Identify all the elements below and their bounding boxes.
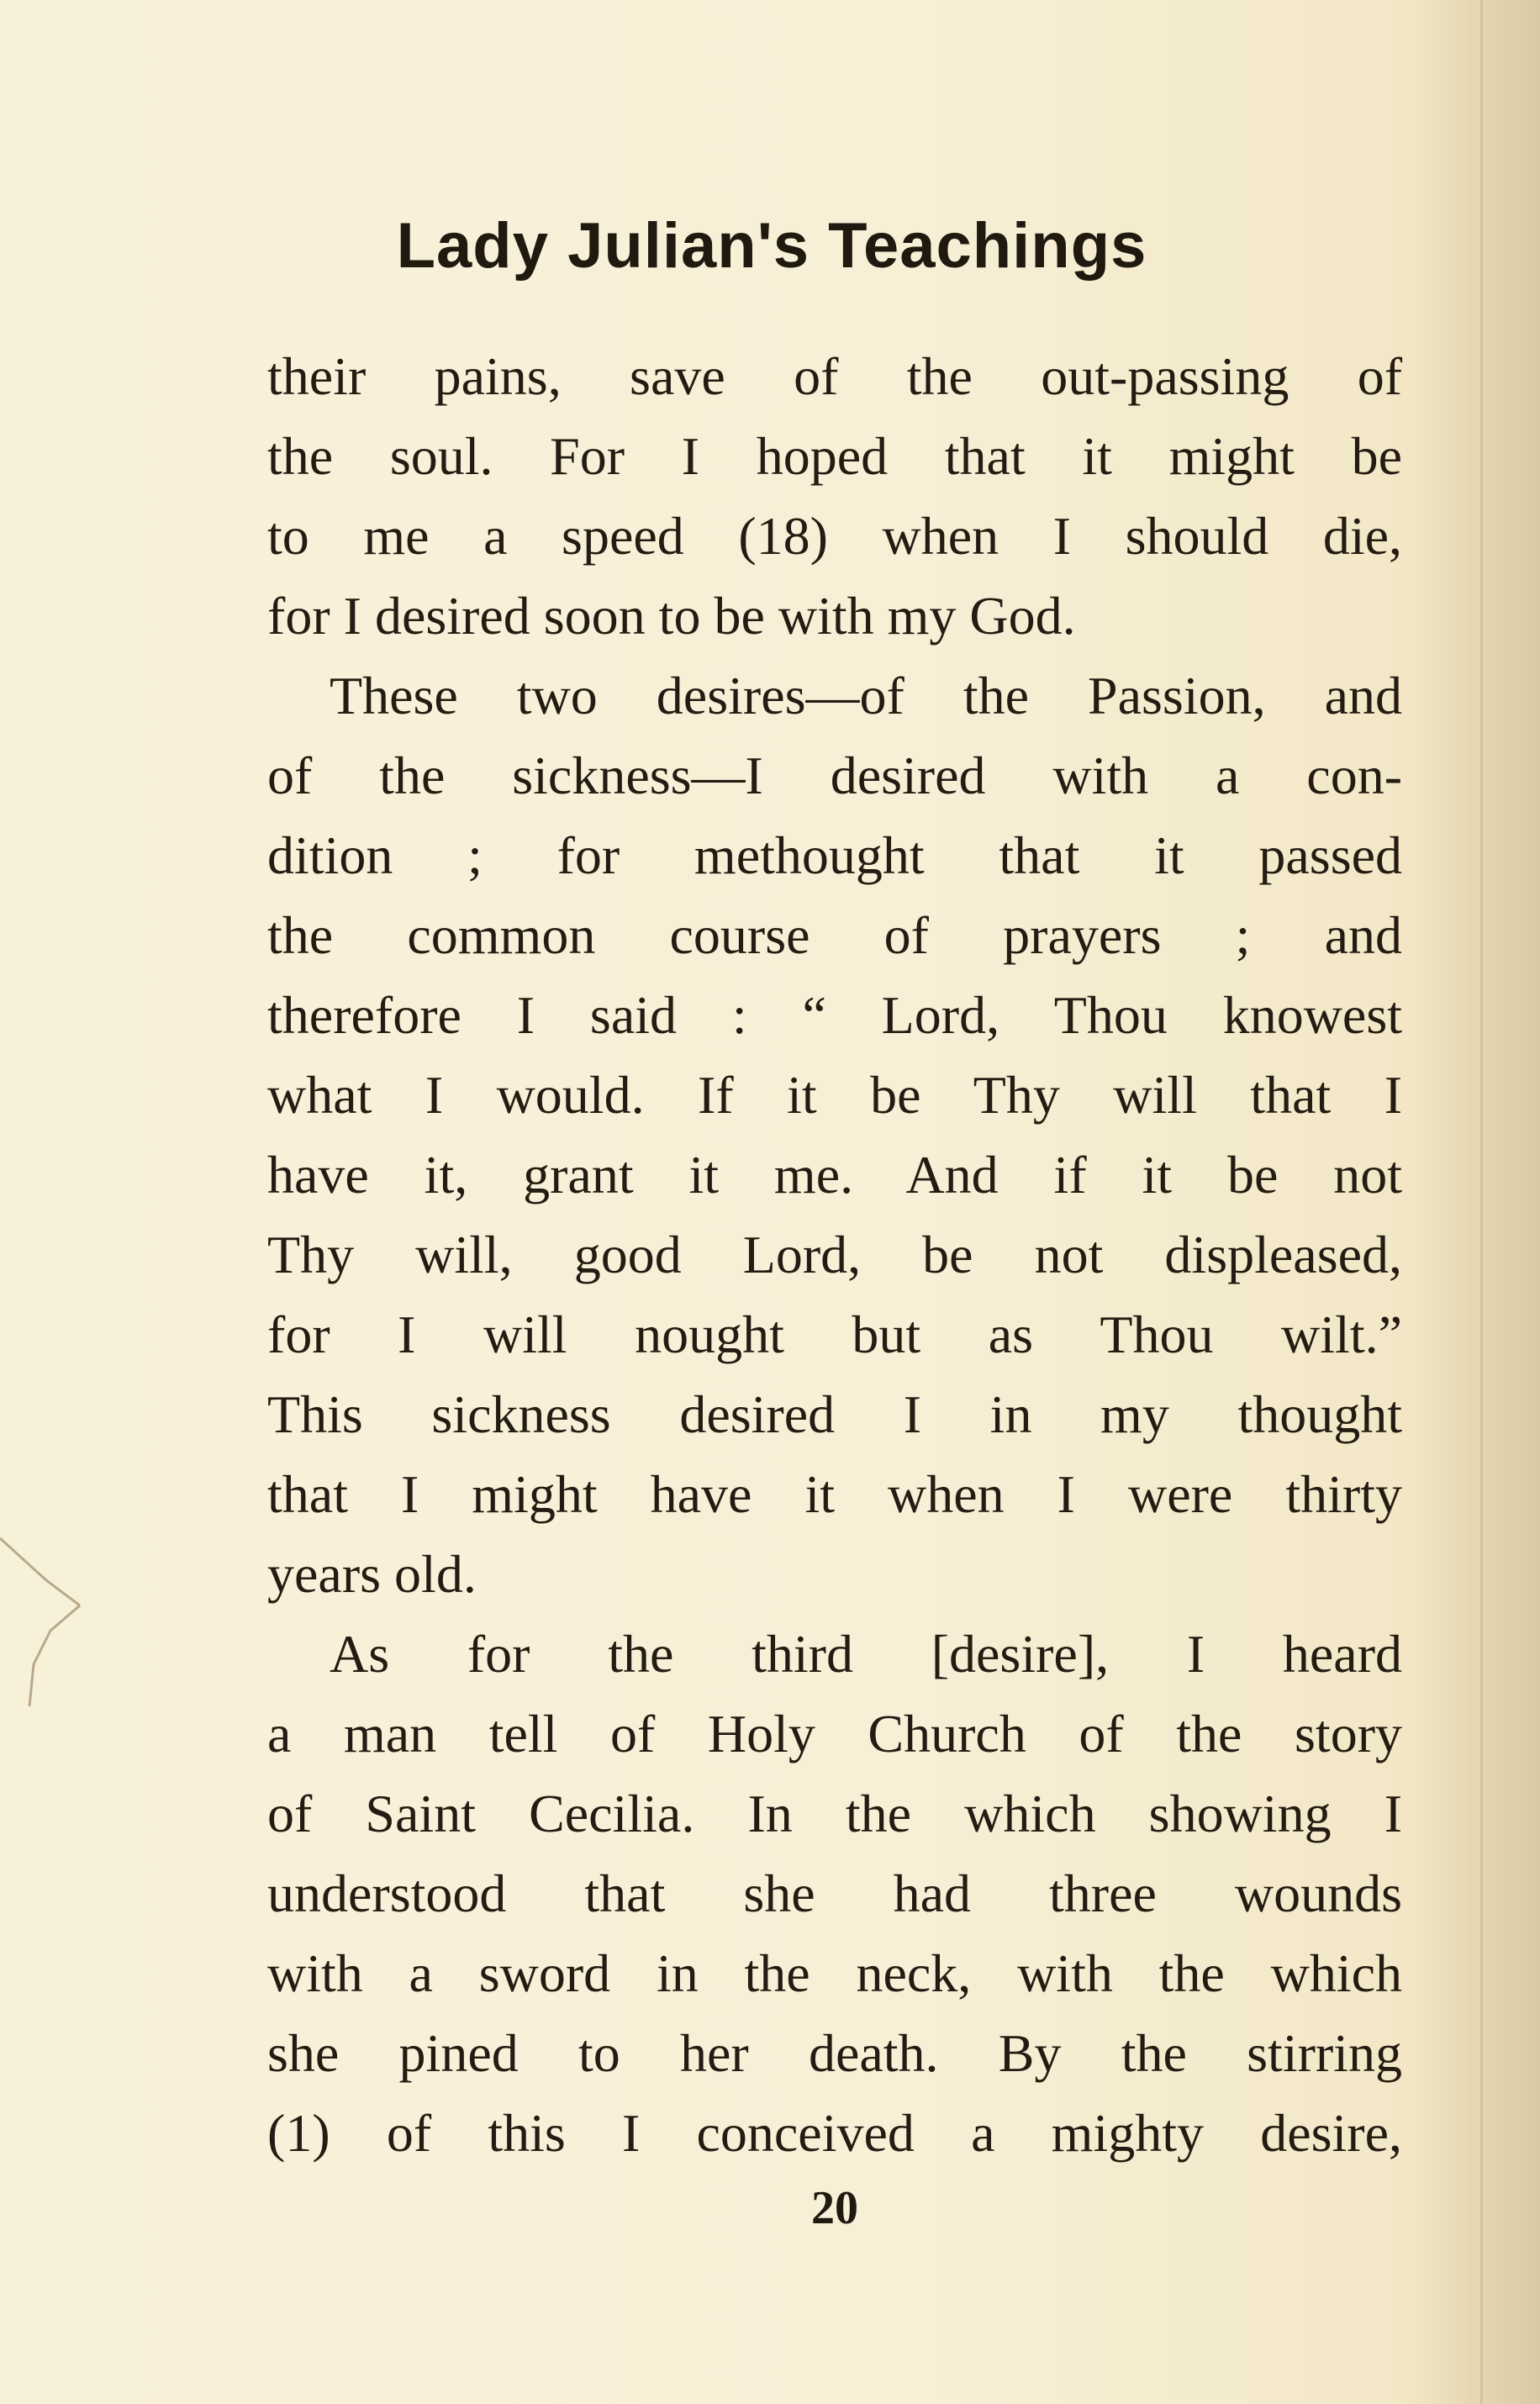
gutter-line: [1480, 0, 1483, 2404]
text-line: Thy will, good Lord, be not displeased,: [267, 1225, 1402, 1284]
running-header: Lady Julian's Teachings: [396, 210, 1147, 282]
text-line: (1) of this I conceived a mighty desire,: [267, 2103, 1402, 2163]
text-line: with a sword in the neck, with the which: [267, 1943, 1402, 2003]
text-line: This sickness desired I in my thought: [267, 1384, 1402, 1444]
text-line: their pains, save of the out-passing of: [267, 346, 1402, 406]
page-edge-crease: [0, 1513, 92, 1732]
text-line: to me a speed (18) when I should die,: [267, 506, 1402, 566]
paragraph-start-line: These two desires—of the Passion, and: [330, 666, 1402, 725]
paragraph-start-line: As for the third [desire], I heard: [330, 1624, 1402, 1684]
text-line: the soul. For I hoped that it might be: [267, 426, 1402, 486]
page-number: 20: [811, 2182, 858, 2234]
text-line: therefore I said : “ Lord, Thou knowest: [267, 985, 1402, 1045]
text-line: have it, grant it me. And if it be not: [267, 1145, 1402, 1205]
text-line: years old.: [267, 1544, 477, 1604]
text-line: dition ; for methought that it passed: [267, 825, 1402, 885]
body-text: [267, 336, 1402, 2173]
text-line: of the sickness—I desired with a con-: [267, 746, 1402, 805]
text-line: the common course of prayers ; and: [267, 905, 1402, 965]
text-line: a man tell of Holy Church of the story: [267, 1704, 1402, 1763]
text-line: understood that she had three wounds: [267, 1864, 1402, 1923]
text-line: that I might have it when I were thirty: [267, 1464, 1402, 1524]
gutter-shadow: [1414, 0, 1540, 2404]
text-line: for I desired soon to be with my God.: [267, 586, 1076, 646]
text-line: for I will nought but as Thou wilt.”: [267, 1305, 1402, 1364]
text-line: she pined to her death. By the stirring: [267, 2023, 1402, 2083]
text-line: what I would. If it be Thy will that I: [267, 1065, 1402, 1125]
text-line: of Saint Cecilia. In the which showing I: [267, 1784, 1402, 1843]
